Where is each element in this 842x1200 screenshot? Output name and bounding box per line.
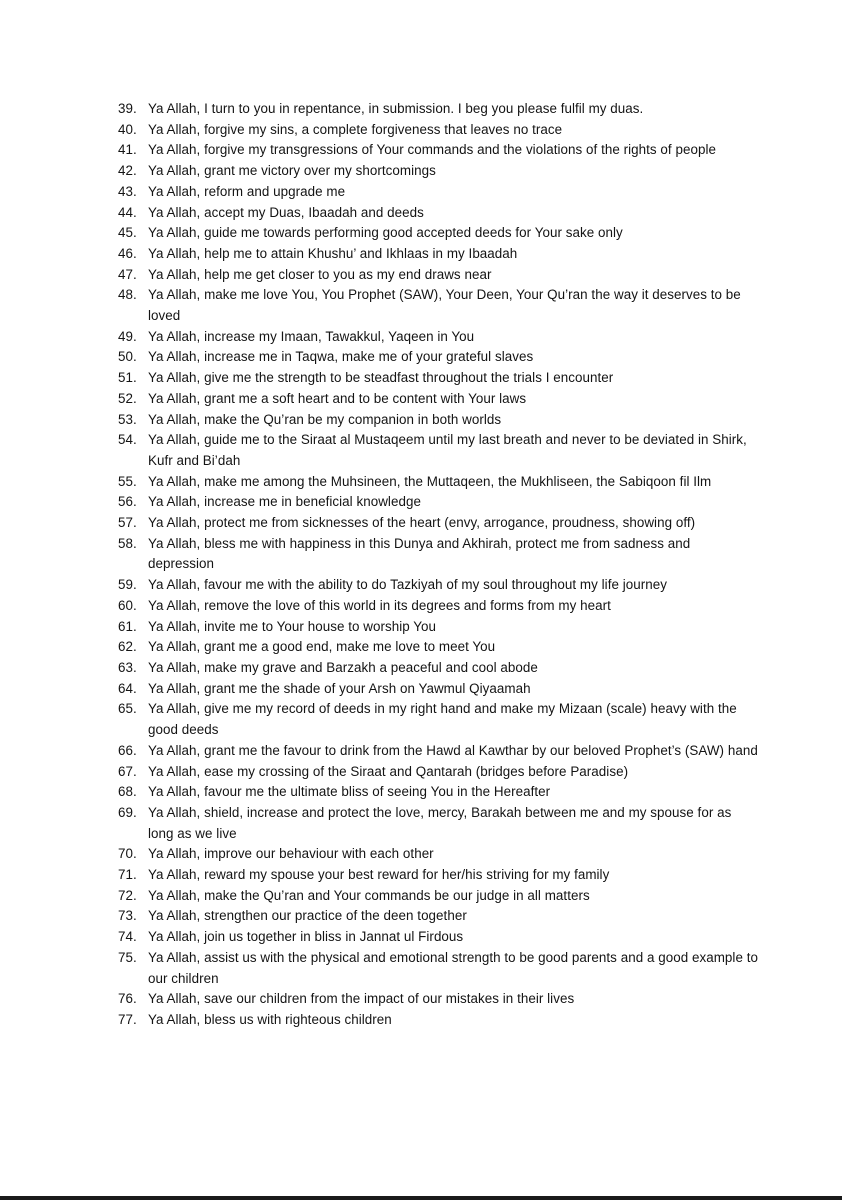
list-item [118, 492, 758, 513]
list-item-text: Ya Allah, make my grave and Barzakh a peaceful and cool abode [148, 659, 538, 675]
list-item-number: 72. [118, 887, 137, 903]
list-item-number: 53. [118, 411, 137, 427]
list-item-text: Ya Allah, reward my spouse your best reward for her/his striving for my family [148, 867, 610, 883]
list-item [118, 699, 758, 740]
list-item-number: 70. [118, 846, 137, 862]
list-item-number: 39. [118, 101, 137, 116]
list-item [118, 948, 758, 989]
list-item-number: 40. [118, 121, 137, 137]
list-item-number: 60. [118, 597, 137, 613]
list-item-number: 76. [118, 991, 137, 1007]
list-item-number: 73. [118, 908, 137, 924]
list-item-number: 59. [118, 577, 137, 593]
list-item [118, 223, 758, 244]
list-item-number: 57. [118, 515, 137, 531]
list-item-text: Ya Allah, forgive my transgressions of Your commands and the violations of the rights of people [148, 142, 716, 158]
list-item [118, 927, 758, 948]
list-item-text: Ya Allah, assist us with the physical and emotional strength to be good parents and a good example to our children [148, 949, 758, 986]
list-item-number: 69. [118, 804, 137, 820]
list-item [118, 244, 758, 265]
list-item [118, 513, 758, 534]
list-item-text: Ya Allah, grant me a soft heart and to be content with Your laws [148, 390, 527, 406]
list-item-number: 47. [118, 266, 137, 282]
list-item [118, 161, 758, 182]
list-item-text: Ya Allah, help me get closer to you as my end draws near [148, 266, 492, 282]
list-item-text: Ya Allah, guide me towards performing good accepted deeds for Your sake only [148, 225, 623, 241]
list-item-text: Ya Allah, give me my record of deeds in my right hand and make my Mizaan (scale) heavy with the good deeds [148, 701, 737, 738]
list-item-text: Ya Allah, invite me to Your house to worship You [148, 618, 437, 634]
list-item-number: 56. [118, 494, 137, 510]
list-item-number: 75. [118, 949, 137, 965]
list-item-text: Ya Allah, bless me with happiness in this Dunya and Akhirah, protect me from sadness and depression [148, 535, 691, 572]
list-item [118, 803, 758, 844]
list-item-number: 63. [118, 659, 137, 675]
list-item-number: 50. [118, 349, 137, 365]
list-item-text: Ya Allah, make the Qu’ran be my companion in both worlds [148, 411, 502, 427]
list-item [118, 617, 758, 638]
list-item-number: 61. [118, 618, 137, 634]
list-item [118, 265, 758, 286]
list-item-number: 48. [118, 287, 137, 303]
list-item [118, 140, 758, 161]
list-item-text: Ya Allah, protect me from sicknesses of the heart (envy, arrogance, proudness, showing off) [148, 515, 696, 531]
list-item-number: 67. [118, 763, 137, 779]
list-item-number: 64. [118, 680, 137, 696]
list-item [118, 741, 758, 762]
list-item-text: Ya Allah, make me among the Muhsineen, the Muttaqeen, the Mukhliseen, the Sabiqoon fil Ilm [148, 473, 712, 489]
list-item-number: 62. [118, 639, 137, 655]
list-item-text: Ya Allah, improve our behaviour with each other [148, 846, 434, 862]
list-item-number: 42. [118, 163, 137, 179]
list-item-text: Ya Allah, reform and upgrade me [148, 183, 346, 199]
list-item-text: Ya Allah, help me to attain Khushu’ and Ikhlaas in my Ibaadah [148, 245, 518, 261]
list-item-text: Ya Allah, make the Qu’ran and Your commands be our judge in all matters [148, 887, 590, 903]
list-item-text: Ya Allah, grant me a good end, make me love to meet You [148, 639, 496, 655]
list-item-number: 54. [118, 432, 137, 448]
list-item [118, 762, 758, 783]
list-item-text: Ya Allah, favour me with the ability to do Tazkiyah of my soul throughout my life journey [148, 577, 668, 593]
list-item [118, 327, 758, 348]
list-item-text: Ya Allah, I turn to you in repentance, in submission. I beg you please fulfil my duas. [148, 101, 644, 116]
list-item [118, 99, 758, 120]
list-item-number: 51. [118, 370, 137, 386]
list-item-number: 58. [118, 535, 137, 551]
list-item-number: 66. [118, 742, 137, 758]
list-item [118, 865, 758, 886]
list-item [118, 906, 758, 927]
list-item [118, 575, 758, 596]
list-item-number: 41. [118, 142, 137, 158]
list-item-text: Ya Allah, forgive my sins, a complete forgiveness that leaves no trace [148, 121, 563, 137]
list-item-text: Ya Allah, guide me to the Siraat al Mustaqeem until my last breath and never to be deviated in Shirk, Kufr and Bi’dah [148, 432, 747, 468]
list-item-text: Ya Allah, increase me in beneficial knowledge [148, 494, 421, 510]
list-item [118, 658, 758, 679]
dua-list [118, 99, 758, 1031]
list-item [118, 844, 758, 865]
list-item [118, 782, 758, 803]
list-item [118, 203, 758, 224]
list-item-number: 74. [118, 929, 137, 945]
list-item-text: Ya Allah, strengthen our practice of the deen together [148, 908, 467, 924]
list-item [118, 120, 758, 141]
list-item-number: 52. [118, 390, 137, 406]
list-item-number: 68. [118, 784, 137, 800]
list-item [118, 472, 758, 493]
list-item-text: Ya Allah, grant me the favour to drink from the Hawd al Kawthar by our beloved Prophet’s (SAW) hand [148, 742, 758, 758]
list-item-text: Ya Allah, increase my Imaan, Tawakkul, Yaqeen in You [148, 328, 475, 344]
list-item-text: Ya Allah, grant me victory over my shortcomings [148, 163, 436, 179]
list-item [118, 534, 758, 575]
list-item-text: Ya Allah, remove the love of this world in its degrees and forms from my heart [148, 597, 611, 613]
list-item-number: 77. [118, 1011, 137, 1027]
list-item-number: 43. [118, 183, 137, 199]
list-item-text: Ya Allah, join us together in bliss in Jannat ul Firdous [148, 929, 464, 945]
list-item-text: Ya Allah, ease my crossing of the Siraat and Qantarah (bridges before Paradise) [148, 763, 629, 779]
list-item [118, 368, 758, 389]
list-item [118, 989, 758, 1010]
list-item-number: 71. [118, 867, 137, 883]
list-item-number: 46. [118, 245, 137, 261]
page-bottom-edge [0, 1196, 842, 1200]
list-item [118, 285, 758, 326]
list-item-text: Ya Allah, give me the strength to be steadfast throughout the trials I encounter [148, 370, 614, 386]
list-item-number: 49. [118, 328, 137, 344]
list-item-text: Ya Allah, make me love You, You Prophet (SAW), Your Deen, Your Qu’ran the way it deserves to be loved [148, 287, 741, 324]
list-item-text: Ya Allah, favour me the ultimate bliss of seeing You in the Hereafter [148, 784, 551, 800]
list-item-number: 55. [118, 473, 137, 489]
list-item [118, 347, 758, 368]
list-item [118, 1010, 758, 1031]
list-item [118, 182, 758, 203]
list-item-number: 65. [118, 701, 137, 717]
list-item-text: Ya Allah, save our children from the impact of our mistakes in their lives [148, 991, 575, 1007]
list-item-number: 45. [118, 225, 137, 241]
list-item-text: Ya Allah, increase me in Taqwa, make me of your grateful slaves [148, 349, 534, 365]
list-item [118, 389, 758, 410]
list-item [118, 430, 758, 471]
list-item-number: 44. [118, 204, 137, 220]
list-item [118, 410, 758, 431]
list-item [118, 886, 758, 907]
list-item-text: Ya Allah, accept my Duas, Ibaadah and deeds [148, 204, 424, 220]
list-item-text: Ya Allah, bless us with righteous children [148, 1011, 392, 1027]
list-item [118, 637, 758, 658]
list-item [118, 679, 758, 700]
list-item-text: Ya Allah, grant me the shade of your Arsh on Yawmul Qiyaamah [148, 680, 531, 696]
list-item-text: Ya Allah, shield, increase and protect the love, mercy, Barakah between me and my spouse for as long as we live [148, 804, 732, 841]
list-item [118, 596, 758, 617]
